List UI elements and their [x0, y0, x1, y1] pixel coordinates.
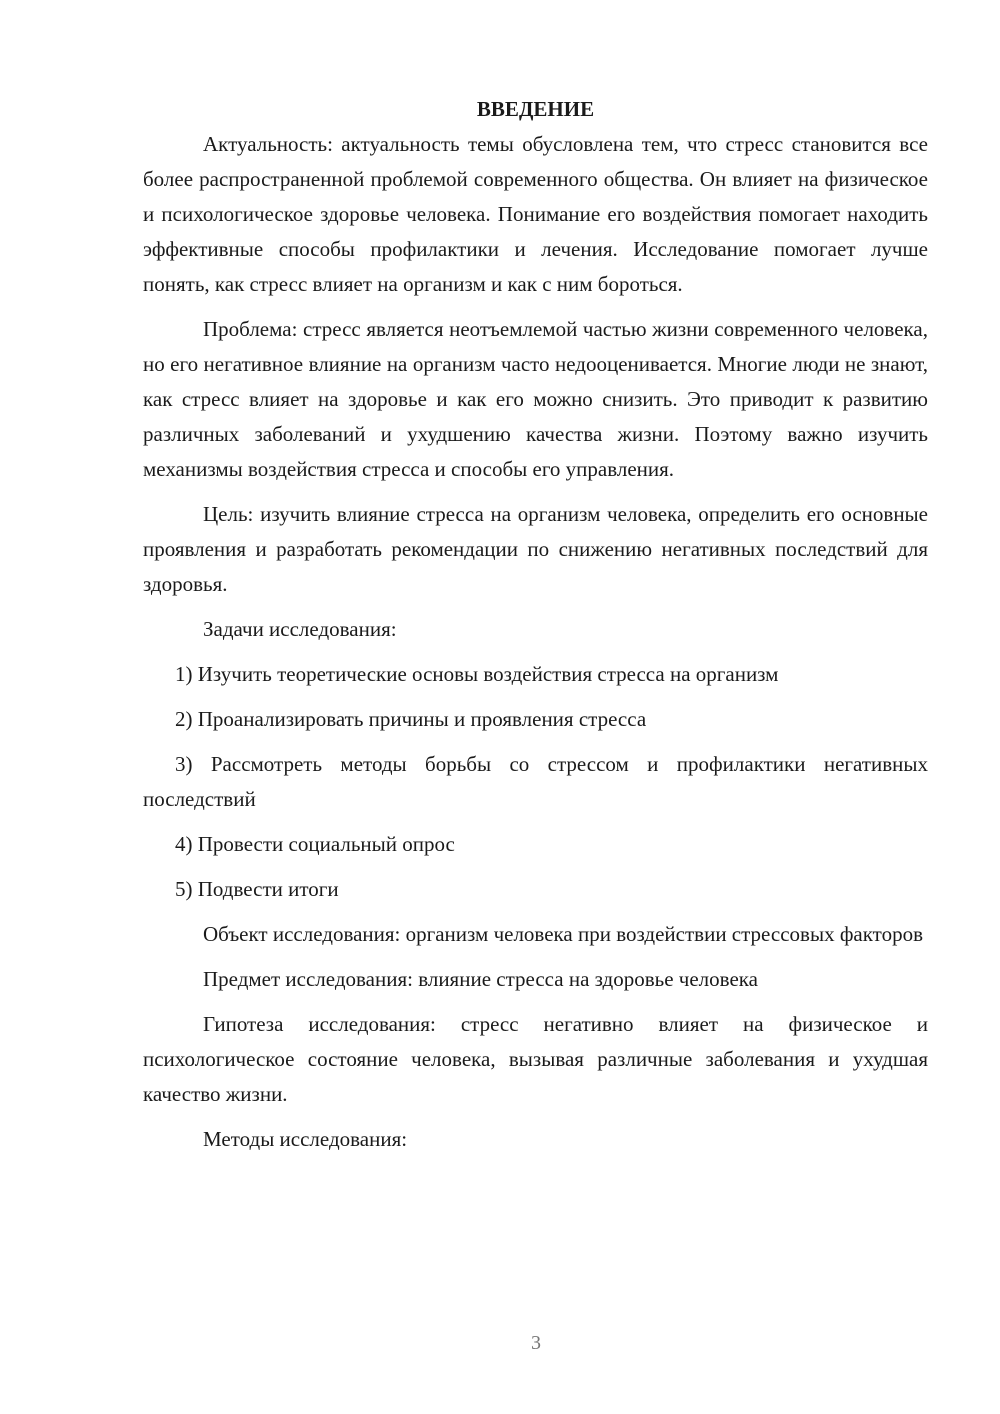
- paragraph-goal: Цель: изучить влияние стресса на организм человека, определить его основные проявления и разработать рекомендации по снижению негативных последствий для здоровья.: [143, 502, 928, 596]
- paragraph-relevance: Актуальность: актуальность темы обусловлена тем, что стресс становится все более распространенной проблемой современного общества. Он влияет на физическое и психологическое здоровье человека. Понимание его воздействия помогает находить эффективные способы профилактики и лечения. Исследование помогает лучше понять, как стресс влияет на организм и как с ним бороться.: [143, 132, 928, 296]
- paragraph-methods: Методы исследования:: [203, 1127, 408, 1151]
- task-item-3: 3) Рассмотреть методы борьбы со стрессом и профилактики негативных последствий: [143, 752, 928, 811]
- task-item-1: 1) Изучить теоретические основы воздействия стресса на организм: [175, 662, 779, 686]
- task-item-2: 2) Проанализировать причины и проявления стресса: [175, 707, 647, 731]
- document-title: ВВЕДЕНИЕ: [476, 97, 595, 121]
- paragraph-problem: Проблема: стресс является неотъемлемой частью жизни современного человека, но его негативное влияние на организм часто недооценивается. Многие люди не знают, как стресс влияет на здоровье и как его можно снизить. Это приводит к развитию различных заболеваний и ухудшению качества жизни. Поэтому важно изучить механизмы воздействия стресса и способы его управления.: [143, 317, 928, 481]
- document-page: [143, 92, 928, 1167]
- paragraph-subject: Предмет исследования: влияние стресса на здоровье человека: [203, 967, 758, 991]
- task-item-4: 4) Провести социальный опрос: [175, 832, 455, 856]
- paragraph-hypothesis: Гипотеза исследования: стресс негативно влияет на физическое и психологическое состояние человека, вызывая различные заболевания и ухудшая качество жизни.: [143, 1012, 928, 1106]
- paragraph-object: Объект исследования: организм человека при воздействии стрессовых факторов: [203, 922, 923, 946]
- task-item-5: 5) Подвести итоги: [175, 877, 339, 901]
- paragraph-tasks-heading: Задачи исследования:: [203, 617, 397, 641]
- page-number: 3: [531, 1332, 541, 1354]
